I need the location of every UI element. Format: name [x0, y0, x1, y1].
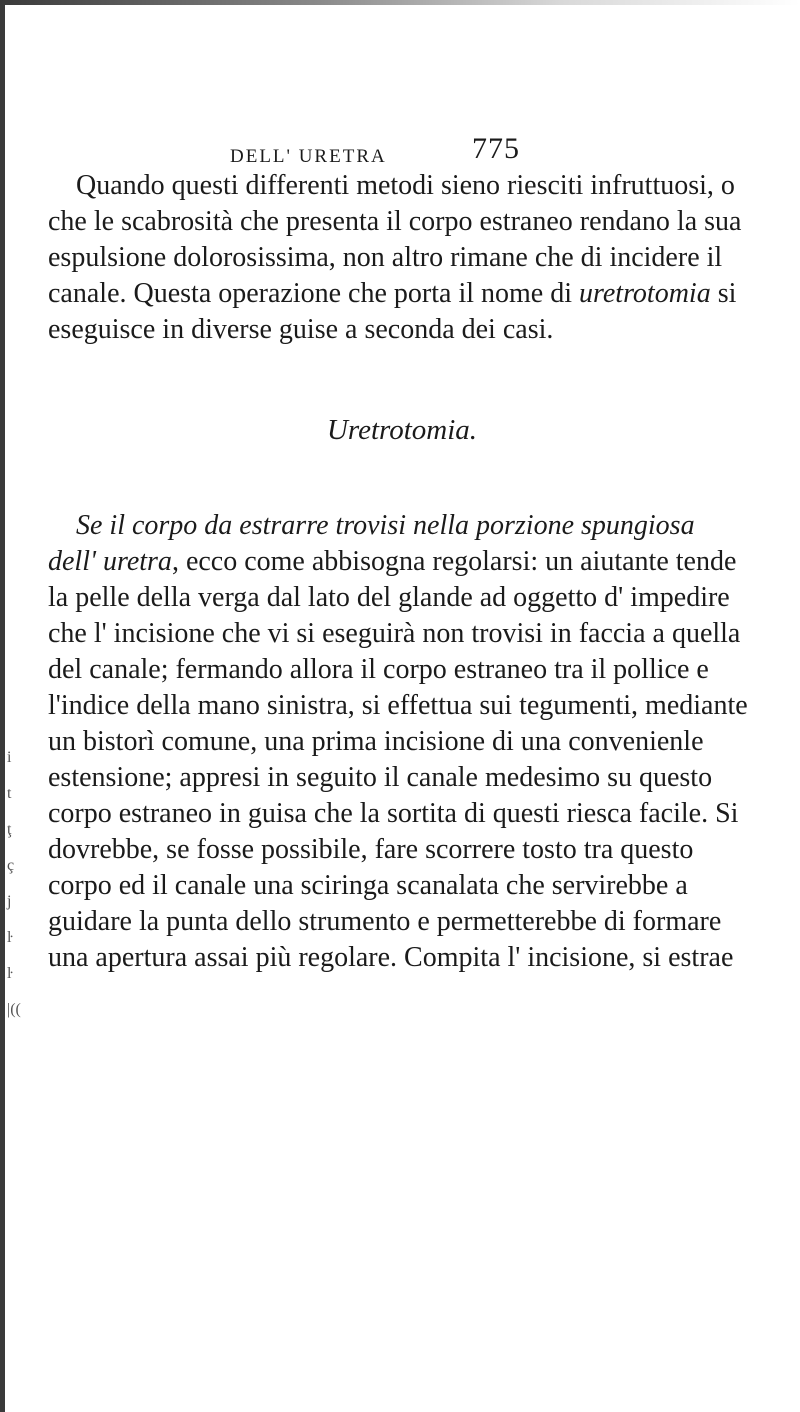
main-paragraph — [48, 508, 748, 976]
margin-mark: t — [7, 785, 12, 802]
page-body — [48, 168, 748, 976]
margin-marks — [7, 740, 21, 1028]
margin-mark: ŀ — [7, 929, 13, 946]
intro-text-end: si eseguisce in diverse guise a seconda dei casi. — [48, 278, 737, 345]
margin-mark: ŀ — [7, 965, 13, 982]
italic-term: uretrotomia — [579, 278, 711, 309]
running-head: DELL' URETRA — [230, 146, 387, 167]
margin-mark: j — [7, 893, 12, 910]
intro-paragraph — [48, 168, 748, 348]
italic-lead: Se il corpo da estrarre trovisi nella porzione spungiosa dell' uretra — [48, 510, 695, 577]
main-text: , ecco come abbisogna regolarsi: un aiutante tende la pelle della verga dal lato del glande ad oggetto d' impedire che l' incisione che vi si eseguirà non trovisi in faccia a quella del canale; fermando allora il corpo estraneo tra il pollice e l'indice della mano sinistra, si effettua sui tegumenti, mediante un bistorì comune, una prima incisione di una convenienle estensione; appresi in seguito il canale medesimo su questo corpo estraneo in guisa che la sortita di questi riesca facile. Si dovrebbe, se fosse possibile, fare scorrere tosto tra questo corpo ed il canale una sciringa scanalata che servirebbe a guidare la punta dello strumento e permetterebbe di formare una apertura assai più regolare. Compita l' incisione, si estrae — [48, 546, 748, 973]
margin-mark: i — [7, 749, 12, 766]
margin-mark: ç — [7, 857, 15, 874]
page-top-shadow — [0, 0, 800, 5]
margin-mark: ţ — [7, 821, 12, 838]
page-header — [230, 132, 560, 172]
intro-text: Quando questi differenti metodi sieno riesciti infruttuosi, o che le scabrosità che presenta il corpo estraneo rendano la sua espulsione dolorosissima, non altro rimane che di incidere il canale. Questa operazione che porta il nome di — [48, 170, 742, 309]
book-spine-edge — [0, 0, 5, 1412]
margin-mark: |(( — [7, 1001, 21, 1018]
section-title: Uretrotomia. — [326, 414, 478, 446]
page-number: 775 — [472, 132, 520, 165]
